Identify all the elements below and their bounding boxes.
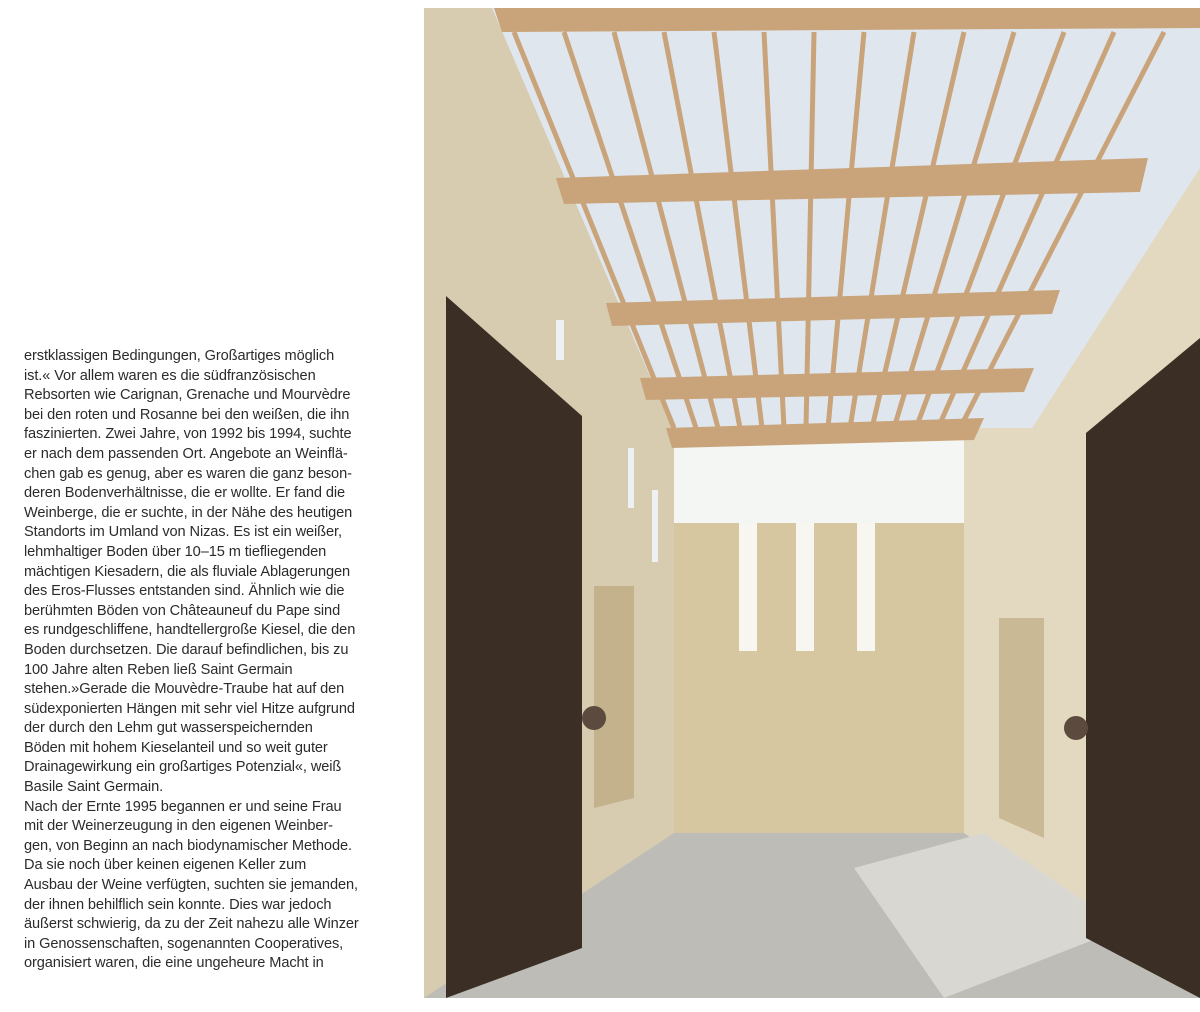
courtyard-photo <box>424 8 1200 998</box>
text-line: 100 Jahre alten Reben ließ Saint Germain <box>24 661 293 678</box>
back-wall <box>674 523 964 833</box>
text-line: mächtigen Kiesadern, die als fluviale Ablagerungen <box>24 563 351 580</box>
text-line: mit der Weinerzeugung in den eigenen Weinber- <box>24 818 333 835</box>
text-line: organisiert waren, die eine ungeheure Macht in <box>24 955 324 972</box>
text-line: Rebsorten wie Carignan, Grenache und Mourvèdre <box>24 387 351 404</box>
text-line: Nach der Ernte 1995 begannen er und seine Frau <box>24 798 342 815</box>
text-line: der durch den Lehm gut wasserspeichernden <box>24 720 313 737</box>
text-line: erstklassigen Bedingungen, Großartiges möglich <box>24 348 335 364</box>
wall-window <box>652 490 658 562</box>
text-line: deren Bodenverhältnisse, die er wollte. Er fand die <box>24 485 346 502</box>
text-line: es rundgeschliffene, handtellergroße Kiesel, die den <box>24 622 356 639</box>
text-line: Weinberge, die er suchte, in der Nähe des heutigen <box>24 504 353 521</box>
wall-slit <box>796 523 814 651</box>
wall-window <box>556 320 564 360</box>
text-line: er nach dem passenden Ort. Angebote an Weinflä- <box>24 445 348 462</box>
text-line: lehmhaltiger Boden über 10–15 m tiefliegenden <box>24 543 327 560</box>
right-door <box>1086 338 1200 998</box>
text-line: Boden durchsetzen. Die darauf befindlichen, bis zu <box>24 641 349 658</box>
courtyard-illustration <box>424 8 1200 998</box>
wall-window <box>628 448 634 508</box>
text-line: Basile Saint Germain. <box>24 779 164 796</box>
text-line: stehen.»Gerade die Mouvèdre-Traube hat auf den <box>24 681 345 698</box>
text-line: des Eros-Flusses entstanden sind. Ähnlich wie die <box>24 583 345 600</box>
text-line: Drainagewirkung ein großartiges Potenzial«, weiß <box>24 759 342 776</box>
text-line: Ausbau der Weine verfügten, suchten sie jemanden, <box>24 877 358 894</box>
text-line: Standorts im Umland von Nizas. Es ist ein weißer, <box>24 524 342 541</box>
body-text <box>24 347 412 974</box>
text-line: gen, von Beginn an nach biodynamischer Methode. <box>24 837 352 854</box>
text-line: ist.« Vor allem waren es die südfranzösischen <box>24 367 316 384</box>
left-door-handle <box>582 706 606 730</box>
inner-right-wall <box>999 618 1044 838</box>
wall-slit <box>739 523 757 651</box>
text-line: chen gab es genug, aber es waren die ganz beson- <box>24 465 352 482</box>
text-line: bei den roten und Rosanne bei den weißen, die ihn <box>24 406 350 423</box>
text-line: äußerst schwierig, da zu der Zeit nahezu alle Winzer <box>24 916 359 933</box>
text-line: der ihnen behilflich sein konnte. Dies war jedoch <box>24 896 332 913</box>
wall-slit <box>857 523 875 651</box>
text-line: Böden mit hohem Kieselanteil und so weit guter <box>24 739 328 756</box>
text-line: berühmten Böden von Châteauneuf du Pape sind <box>24 602 341 619</box>
text-line: in Genossenschaften, sogenannten Cooperatives, <box>24 935 344 952</box>
left-door <box>446 296 582 998</box>
text-line: Da sie noch über keinen eigenen Keller zum <box>24 857 307 874</box>
inner-left-wall <box>594 586 634 808</box>
right-door-handle <box>1064 716 1088 740</box>
text-line: südexponierten Hängen mit sehr viel Hitze aufgrund <box>24 700 355 717</box>
text-line: faszinierten. Zwei Jahre, von 1992 bis 1994, suchte <box>24 426 352 443</box>
